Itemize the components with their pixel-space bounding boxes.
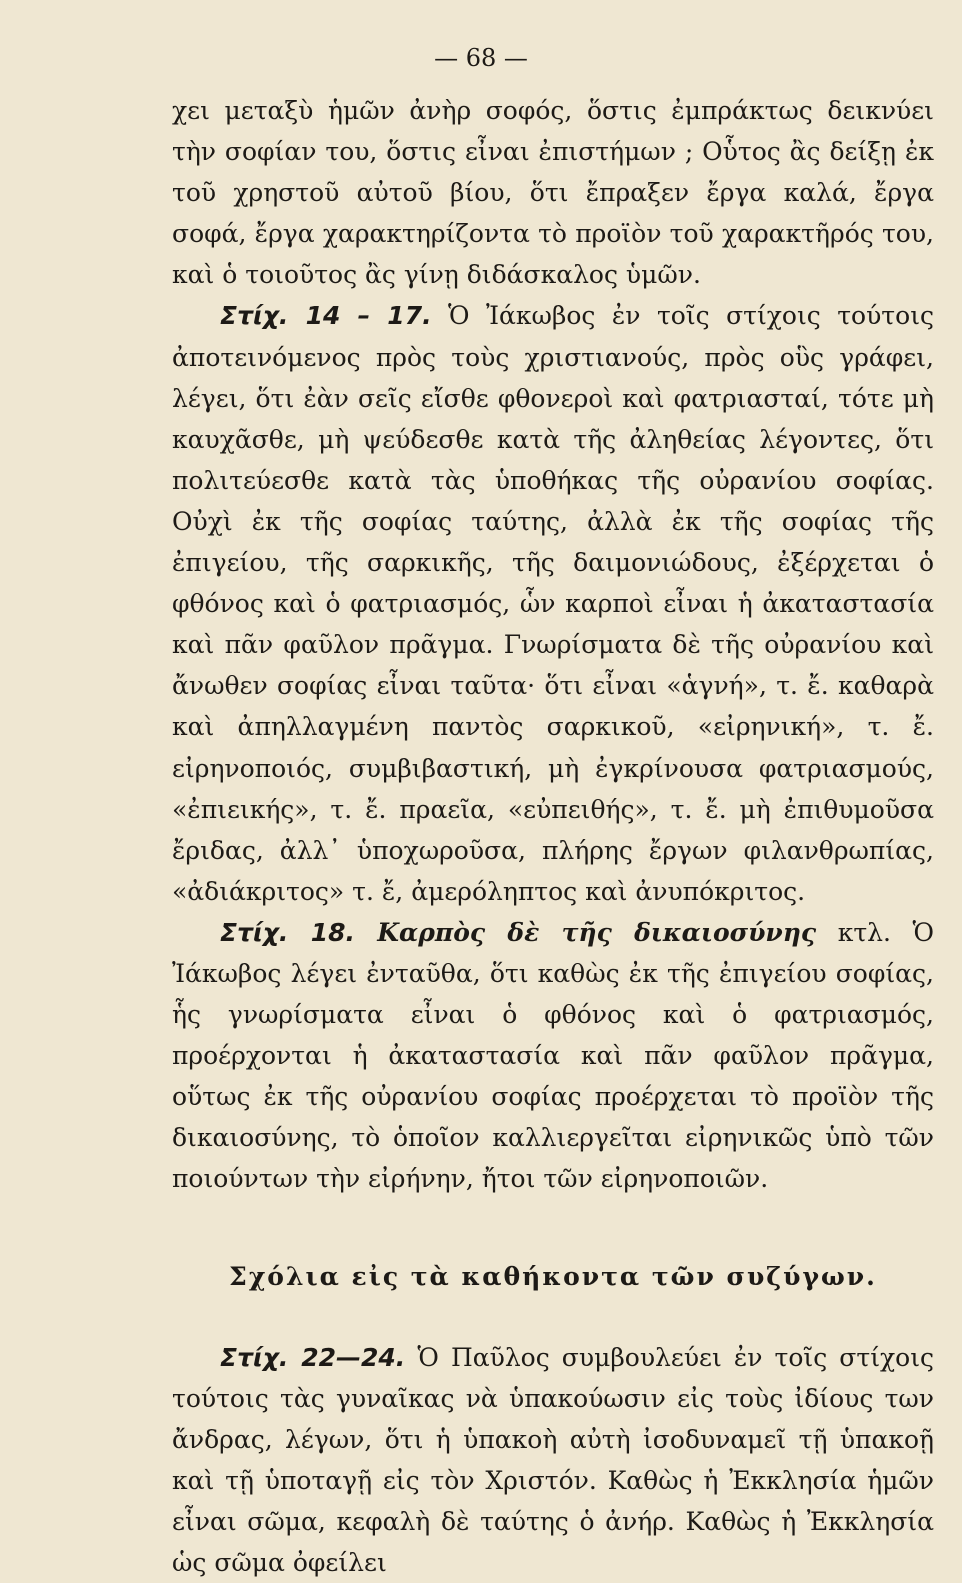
paragraph-text: χει μεταξὺ ἡμῶν ἀνὴρ σοφός, ὅστις ἐμπράκτως δεικνύει τὴν σοφίαν του, ὅστις εἶναι ἐπιστήμων ; Οὗτος ἂς δείξῃ ἐκ τοῦ χρηστοῦ αὐτοῦ βίου, ὅτι ἔπραξεν ἔργα καλά, ἔργα σοφά, ἔργα χαρακτηρίζοντα τὸ προϊὸν τοῦ χαρακτῆρός του, καὶ ὁ τοιοῦτος ἂς γίνῃ διδάσκαλος ὑμῶν. (172, 96, 934, 290)
page-number: — 68 — (434, 44, 528, 72)
paragraph-verses-22-24 (172, 1337, 934, 1583)
paragraph-continued (172, 90, 934, 295)
paragraph-verses-14-17 (172, 295, 934, 911)
paragraph-text: Ὁ Ἰάκωβος ἐν τοῖς στίχοις τούτοις ἀποτεινόμενος πρὸς τοὺς χριστιανούς, πρὸς οὓς γράφει, λέγει, ὅτι ἐὰν σεῖς εἴσθε φθονεροὶ καὶ φατριασταί, τότε μὴ καυχᾶσθε, μὴ ψεύδεσθε κατὰ τῆς ἀληθείας λέγοντες, ὅτι πολιτεύεσθε κατὰ τὰς ὑποθήκας τῆς οὐρανίου σοφίας. Οὐχὶ ἐκ τῆς σοφίας ταύτης, ἀλλὰ ἐκ τῆς σοφίας τῆς ἐπιγείου, τῆς σαρκικῆς, τῆς δαιμονιώδους, ἐξέρχεται ὁ φθόνος καὶ ὁ φατριασμός, ὧν καρποὶ εἶναι ἡ ἀκαταστασία καὶ πᾶν φαῦλον πρᾶγμα. Γνωρίσματα δὲ τῆς οὐρανίου καὶ ἄνωθεν σοφίας εἶναι ταῦτα· ὅτι εἶναι «ἁγνή», τ. ἔ. καθαρὰ καὶ ἀπηλλαγμένη παντὸς σαρκικοῦ, «εἰρηνική», τ. ἔ. εἰρηνοποιός, συμβιβαστική, μὴ ἐγκρίνουσα φατριασμούς, «ἐπιεικής», τ. ἔ. πραεῖα, «εὐπειθής», τ. ἔ. μὴ ἐπιθυμοῦσα ἔριδας, ἀλλ᾽ ὑποχωροῦσα, πλήρης ἔργων φιλανθρωπίας, «ἀδιάκριτος» τ. ἔ, ἀμερόληπτος καὶ ἀνυπόκριτος. (172, 301, 934, 906)
section-heading: Σχόλια εἰς τὰ καθήκοντα τῶν συζύγων. (229, 1261, 877, 1291)
page-body (172, 90, 934, 1583)
paragraph-text: Ὁ Παῦλος συμβουλεύει ἐν τοῖς στίχοις τούτοις τὰς γυναῖκας νὰ ὑπακούωσιν εἰς τοὺς ἰδίους των ἄνδρας, λέγων, ὅτι ἡ ὑπακοὴ αὐτὴ ἰσοδυναμεῖ τῇ ὑπακοῇ καὶ τῇ ὑποταγῇ εἰς τὸν Χριστόν. Καθὼς ἡ Ἐκκλησία ἡμῶν εἶναι σῶμα, κεφαλὴ δὲ ταύτης ὁ ἀνήρ. Καθὼς ἡ Ἐκκλησία ὡς σῶμα ὀφείλει (172, 1342, 934, 1578)
verse-reference: Στίχ. 18. (220, 917, 355, 947)
paragraph-verse-18 (172, 912, 934, 1200)
verse-reference: Στίχ. 14 – 17. (220, 301, 432, 331)
quoted-phrase: Καρπὸς δὲ τῆς δικαιοσύνης (355, 917, 817, 947)
verse-reference: Στίχ. 22—24. (220, 1342, 406, 1372)
paragraph-text: κτλ. Ὁ Ἰάκωβος λέγει ἐνταῦθα, ὅτι καθὼς ἐκ τῆς ἐπιγείου σοφίας, ἧς γνωρίσματα εἶναι ὁ φθόνος καὶ ὁ φατριασμός, προέρχονται ἡ ἀκαταστασία καὶ πᾶν φαῦλον πρᾶγμα, οὕτως ἐκ τῆς οὐρανίου σοφίας προέρχεται τὸ προϊὸν τῆς δικαιοσύνης, τὸ ὁποῖον καλλιεργεῖται εἰρηνικῶς ὑπὸ τῶν ποιούντων τὴν εἰρήνην, ἤτοι τῶν εἰρηνοποιῶν. (172, 917, 935, 1194)
